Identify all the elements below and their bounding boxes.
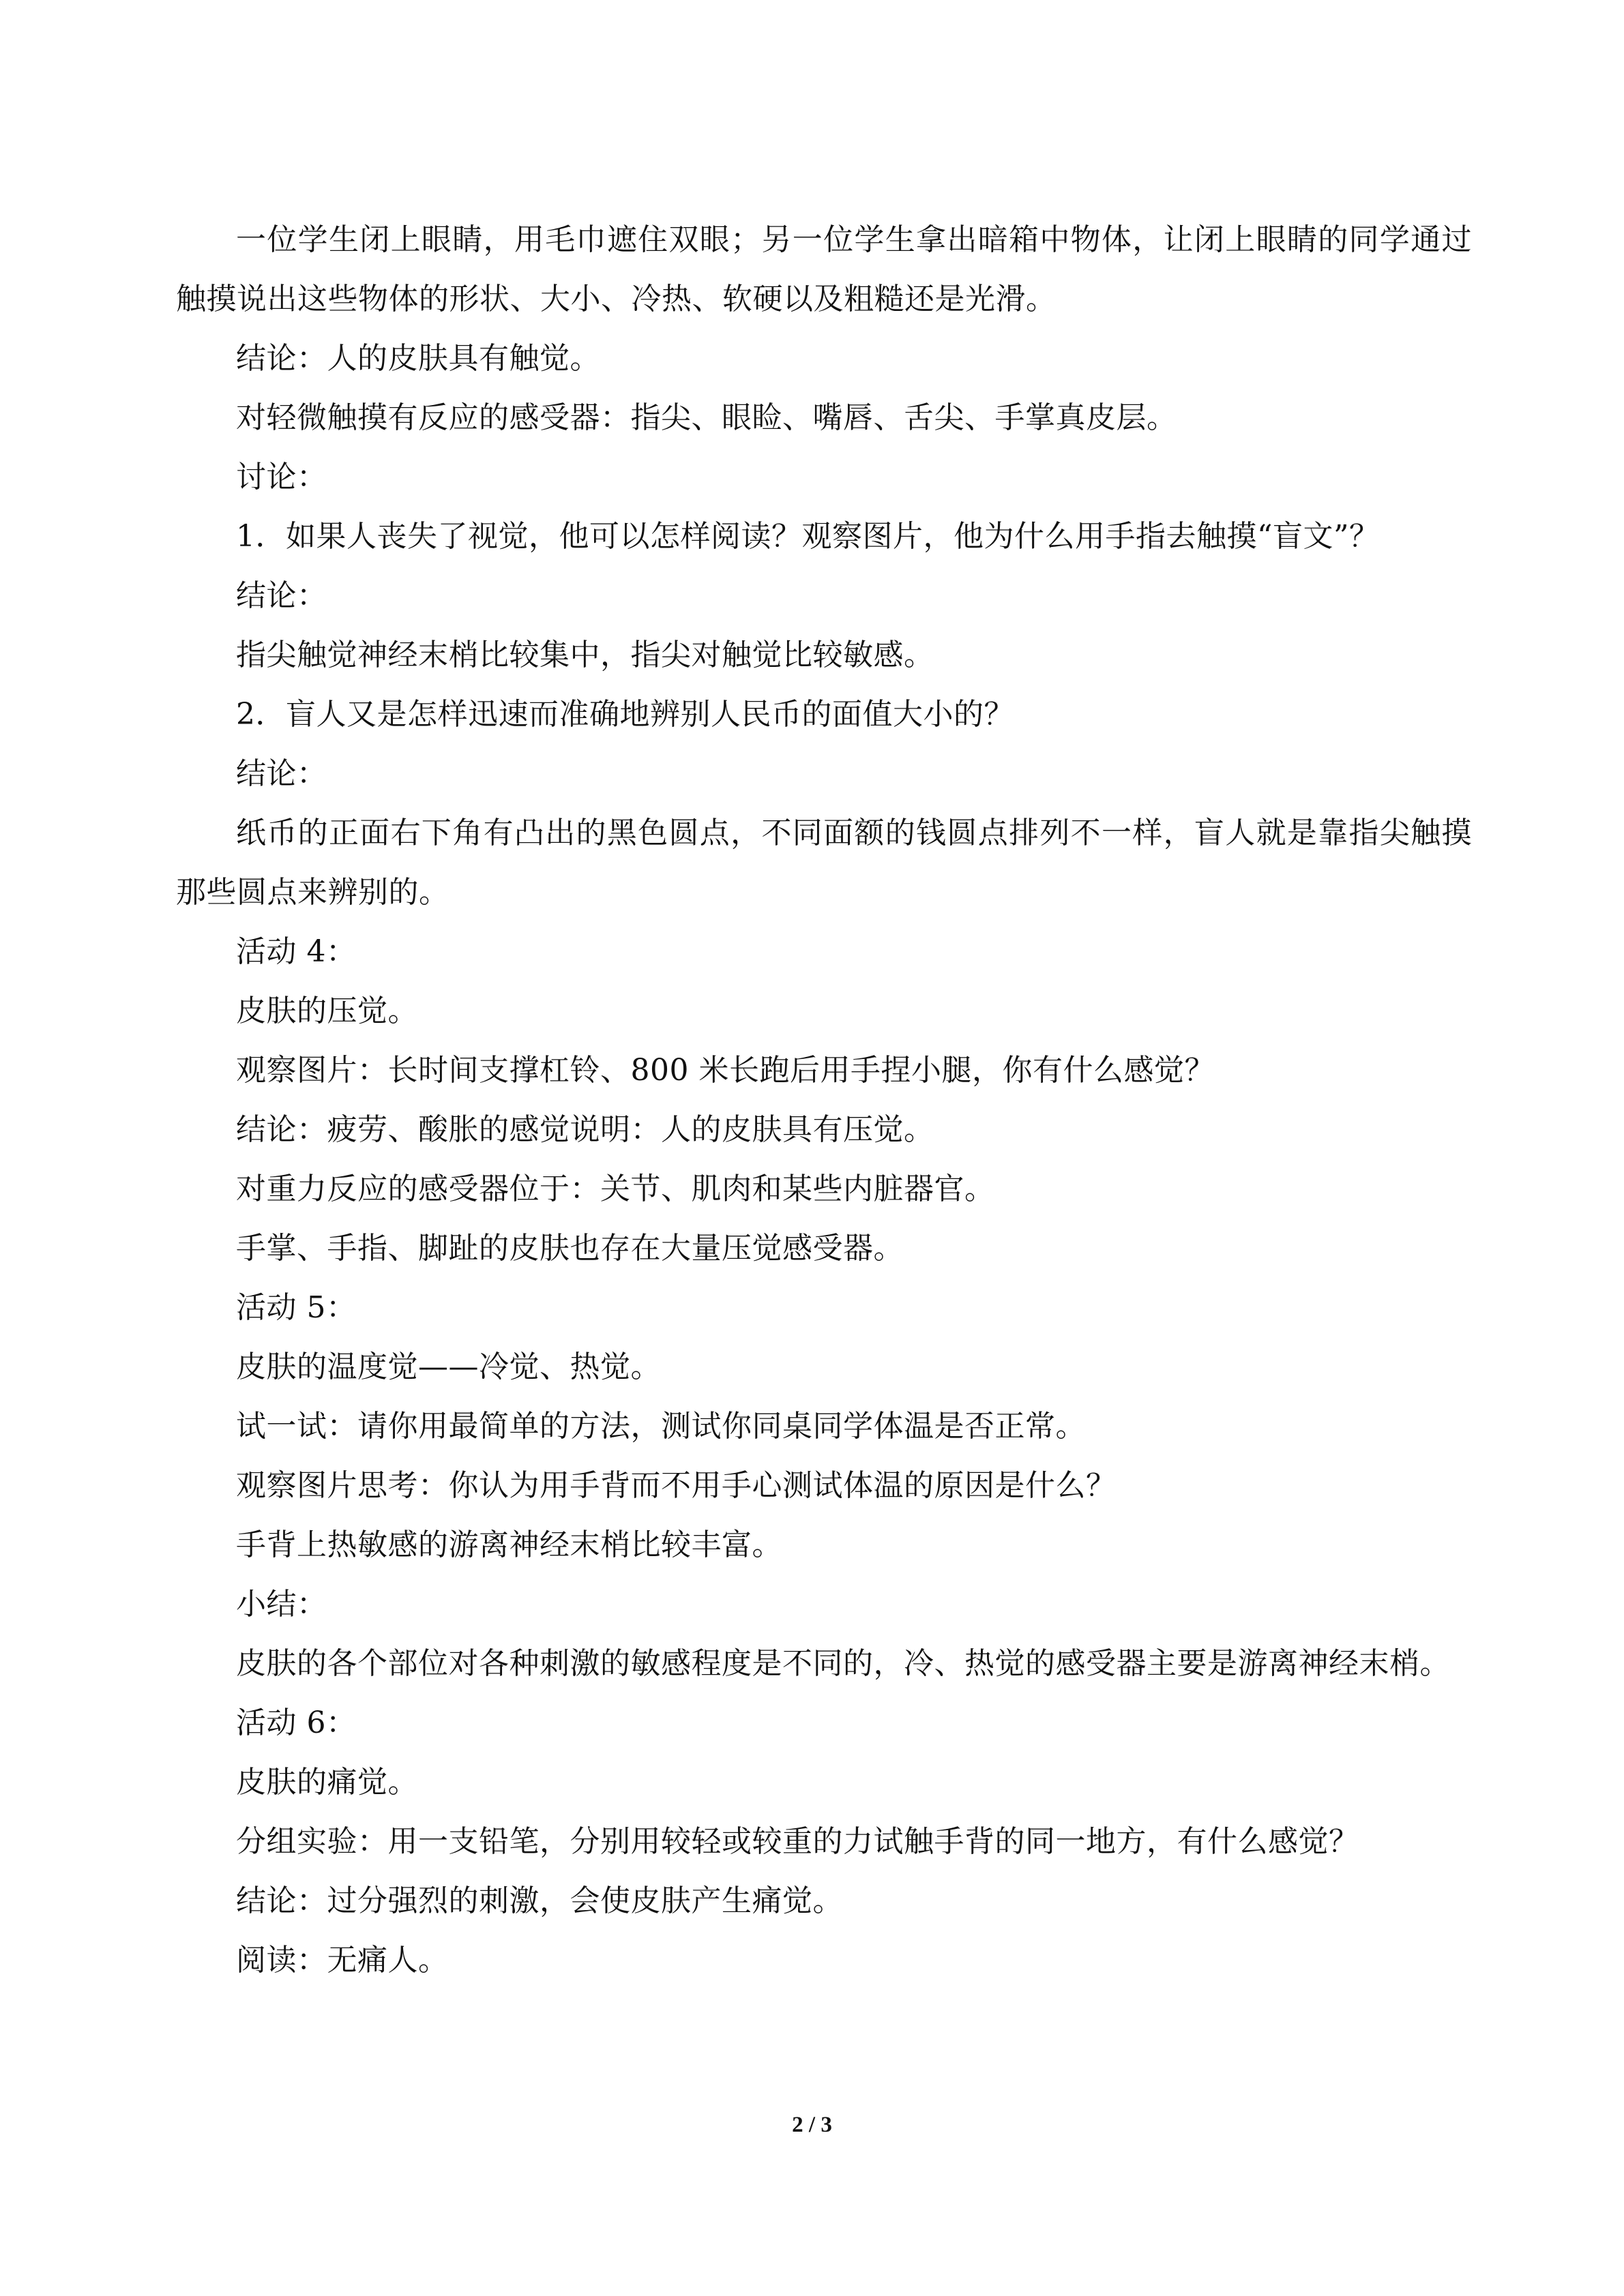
paragraph-18: 皮肤的温度觉——冷觉、热觉。 [236, 1350, 661, 1384]
paragraph-2: 结论：人的皮肤具有触觉。 [236, 341, 600, 376]
paragraph-27: 结论：过分强烈的刺激，会使皮肤产生痛觉。 [236, 1883, 843, 1918]
paragraph-14: 结论：疲劳、酸胀的感觉说明：人的皮肤具有压觉。 [236, 1112, 934, 1147]
paragraph-28: 阅读：无痛人。 [236, 1943, 449, 1978]
paragraph-1: 一位学生闭上眼睛，用毛巾遮住双眼；另一位学生拿出暗箱中物体，让闭上眼睛的同学通过触摸说出这些物体的形状、大小、冷热、软硬以及粗糙还是光滑。 [176, 222, 1472, 316]
paragraph-11: 活动 4： [236, 934, 357, 969]
paragraph-15: 对重力反应的感受器位于：关节、肌肉和某些内脏器官。 [236, 1172, 995, 1206]
paragraph-7: 指尖触觉神经末梢比较集中，指尖对触觉比较敏感。 [236, 638, 934, 672]
paragraph-5: 1．如果人丧失了视觉，他可以怎样阅读？观察图片，他为什么用手指去触摸“盲文”？ [236, 519, 1380, 554]
paragraph-10: 纸币的正面右下角有凸出的黑色圆点，不同面额的钱圆点排列不一样，盲人就是靠指尖触摸那些圆点来辨别的。 [176, 816, 1472, 910]
paragraph-6: 结论： [236, 578, 327, 613]
paragraph-9: 结论： [236, 756, 327, 791]
page-number: 2 / 3 [792, 2113, 832, 2137]
paragraph-20: 观察图片思考：你认为用手背而不用手心测试体温的原因是什么？ [236, 1468, 1117, 1503]
paragraph-16: 手掌、手指、脚趾的皮肤也存在大量压觉感受器。 [236, 1231, 904, 1266]
paragraph-26: 分组实验：用一支铅笔，分别用较轻或较重的力试触手背的同一地方，有什么感觉？ [236, 1824, 1359, 1859]
paragraph-13: 观察图片：长时间支撑杠铃、800 米长跑后用手捏小腿，你有什么感觉？ [236, 1053, 1215, 1088]
paragraph-22: 小结： [236, 1587, 327, 1622]
paragraph-3: 对轻微触摸有反应的感受器：指尖、眼睑、嘴唇、舌尖、手掌真皮层。 [236, 400, 1177, 435]
paragraph-17: 活动 5： [236, 1290, 357, 1325]
paragraph-8: 2．盲人又是怎样迅速而准确地辨别人民币的面值大小的？ [236, 697, 1014, 732]
paragraph-4: 讨论： [236, 460, 327, 494]
document-body [176, 210, 1472, 1990]
paragraph-23: 皮肤的各个部位对各种刺激的敏感程度是不同的，冷、热觉的感受器主要是游离神经末梢。 [236, 1646, 1450, 1681]
paragraph-24: 活动 6： [236, 1705, 357, 1740]
paragraph-25: 皮肤的痛觉。 [236, 1765, 418, 1800]
paragraph-12: 皮肤的压觉。 [236, 994, 418, 1028]
paragraph-19: 试一试：请你用最简单的方法，测试你同桌同学体温是否正常。 [236, 1409, 1086, 1444]
paragraph-21: 手背上热敏感的游离神经末梢比较丰富。 [236, 1527, 782, 1562]
